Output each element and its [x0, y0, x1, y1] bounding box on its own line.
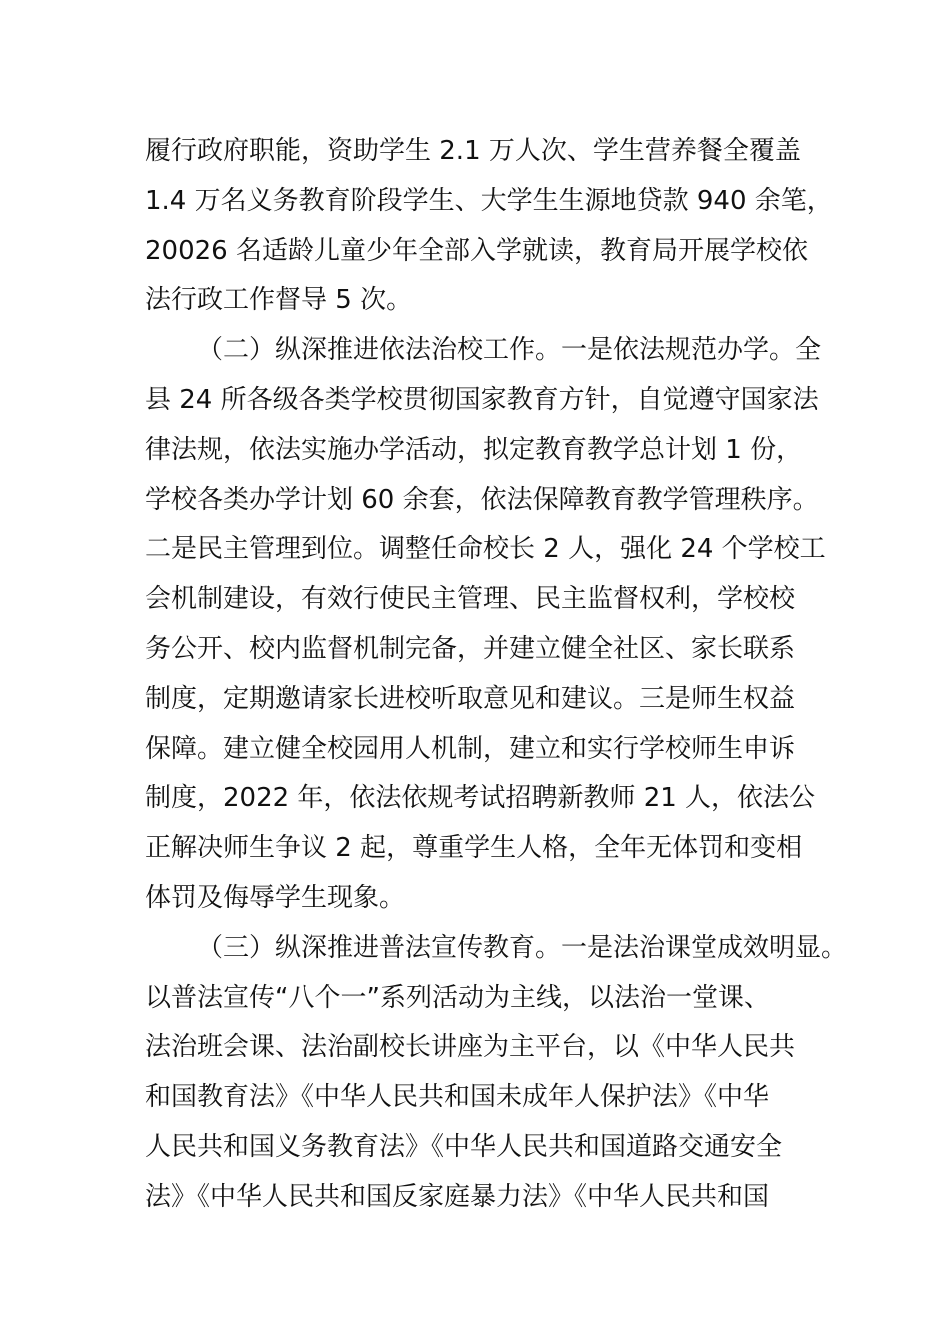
text-line: 制度，定期邀请家长进校听取意见和建议。三是师生权益 [145, 684, 796, 714]
text-line: 制度，2022 年，依法依规考试招聘新教师 21 人，依法公 [145, 783, 816, 813]
text-line: 法》《中华人民共和国反家庭暴力法》《中华人民共和国 [145, 1182, 770, 1212]
text-line: （三）纵深推进普法宣传教育。一是法治课堂成效明显。 [197, 933, 848, 963]
text-line: 体罚及侮辱学生现象。 [145, 883, 406, 913]
text-line: 保障。建立健全校园用人机制，建立和实行学校师生申诉 [145, 734, 796, 764]
text-line: 学校各类办学计划 60 余套，依法保障教育教学管理秩序。 [145, 485, 819, 515]
text-line: 法行政工作督导 5 次。 [145, 285, 413, 315]
text-line: 和国教育法》《中华人民共和国未成年人保护法》《中华 [145, 1082, 770, 1112]
text-line: 律法规，依法实施办学活动，拟定教育教学总计划 1 份， [145, 435, 803, 465]
text-line: 务公开、校内监督机制完备，并建立健全社区、家长联系 [145, 634, 796, 664]
text-line: 法治班会课、法治副校长讲座为主平台，以《中华人民共 [145, 1032, 796, 1062]
text-line: 会机制建设，有效行使民主管理、民主监督权利，学校校 [145, 584, 796, 614]
text-line: 正解决师生争议 2 起，尊重学生人格，全年无体罚和变相 [145, 833, 803, 863]
text-line: 二是民主管理到位。调整任命校长 2 人，强化 24 个学校工 [145, 534, 826, 564]
text-line: 县 24 所各级各类学校贯彻国家教育方针，自觉遵守国家法 [145, 385, 819, 415]
text-line: 20026 名适龄儿童少年全部入学就读，教育局开展学校依 [145, 236, 808, 266]
text-line: 人民共和国义务教育法》《中华人民共和国道路交通安全 [145, 1132, 783, 1162]
text-line: （二）纵深推进依法治校工作。一是依法规范办学。全 [197, 335, 822, 365]
text-line: 以普法宣传“八个一”系列活动为主线，以法治一堂课、 [145, 983, 770, 1013]
text-line: 1.4 万名义务教育阶段学生、大学生生源地贷款 940 余笔， [145, 186, 833, 216]
text-line: 履行政府职能，资助学生 2.1 万人次、学生营养餐全覆盖 [145, 136, 801, 166]
